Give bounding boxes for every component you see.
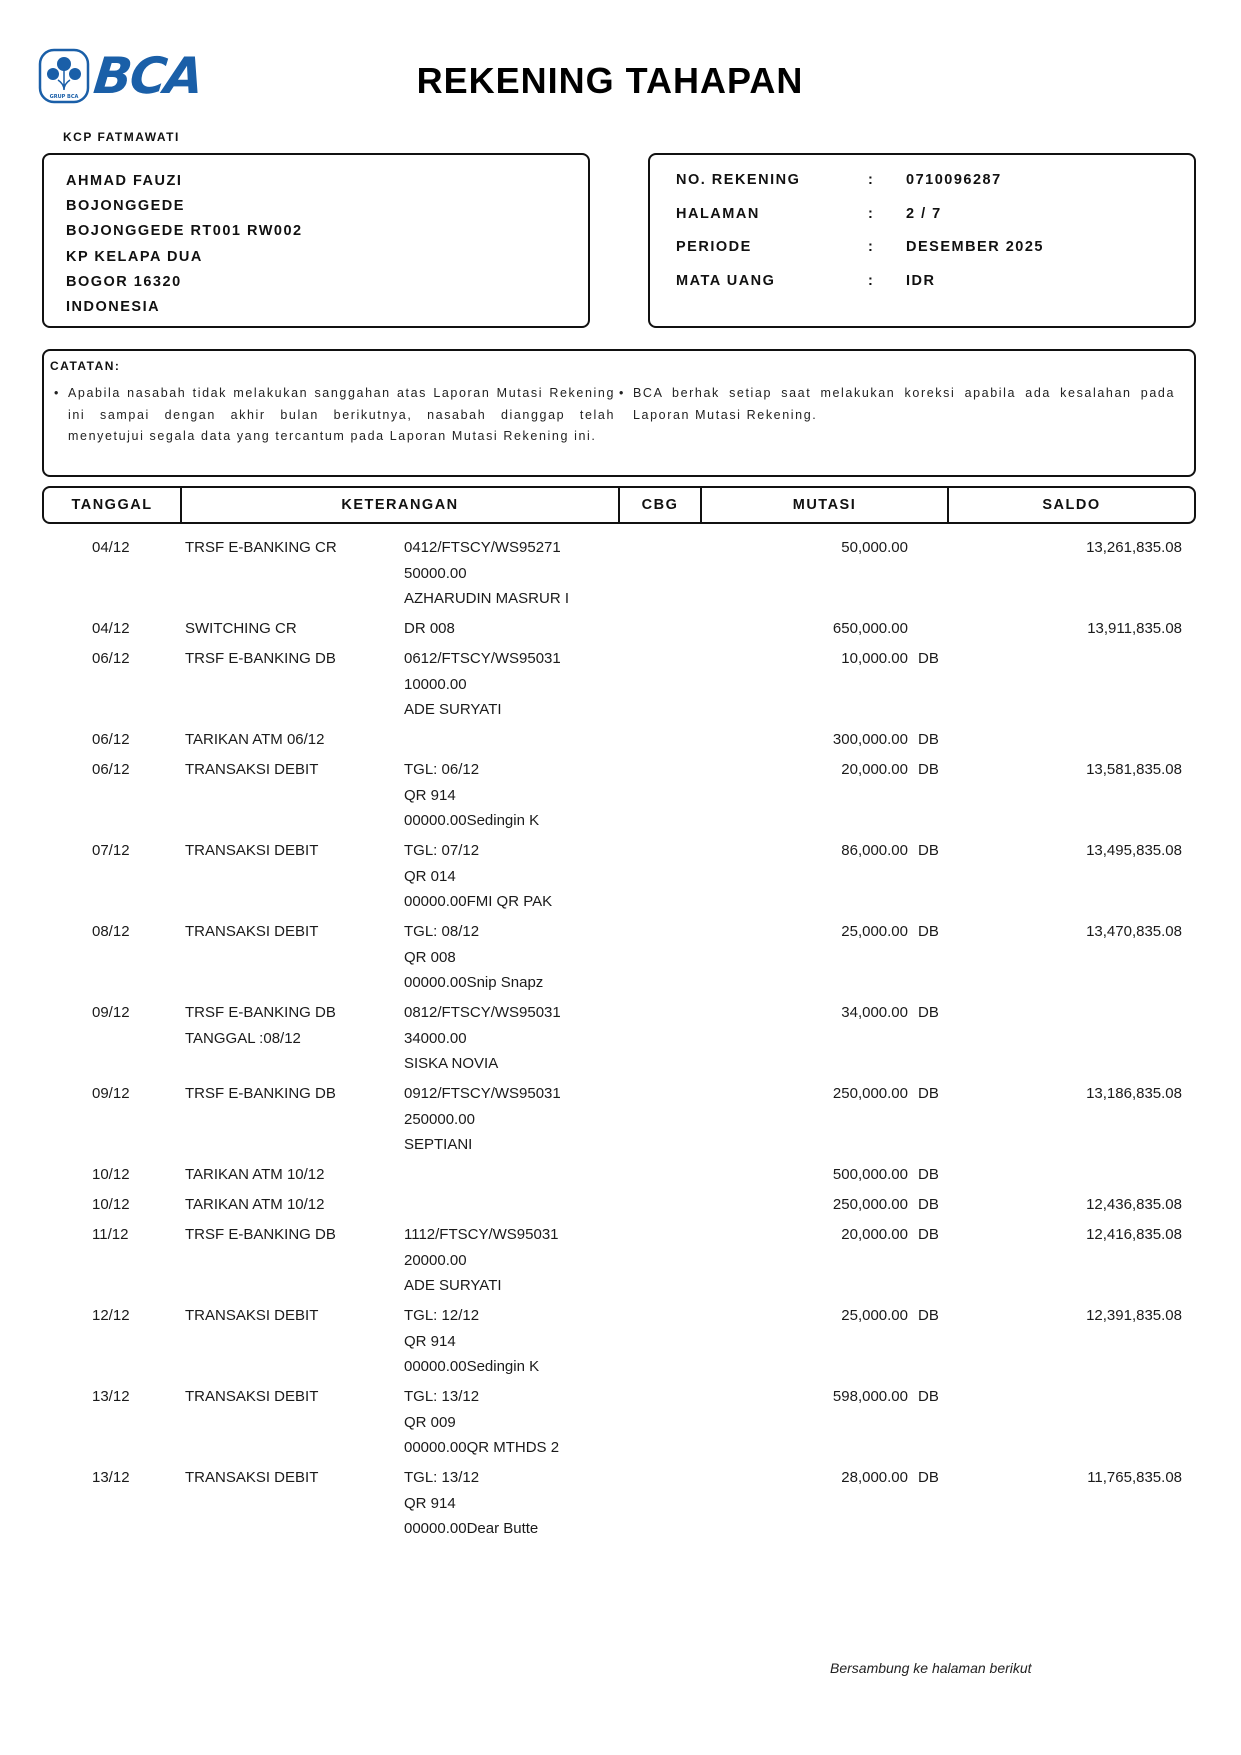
transaction-description xyxy=(185,757,395,783)
table-header xyxy=(42,486,1196,524)
reference-line: 0612/FTSCY/WS95031 xyxy=(404,650,561,667)
field-colon: : xyxy=(868,205,875,222)
transaction-date: 12/12 xyxy=(92,1307,130,1324)
debit-indicator: DB xyxy=(918,923,939,940)
reference-line: QR 009 xyxy=(404,1413,456,1431)
mutation-amount: 50,000.00 xyxy=(841,539,908,556)
table-row xyxy=(0,1465,1241,1546)
bca-logo xyxy=(38,48,208,104)
transaction-reference xyxy=(404,919,644,996)
table-row xyxy=(0,1303,1241,1384)
table-row xyxy=(0,1192,1241,1222)
customer-name: AHMAD FAUZI xyxy=(66,173,183,189)
transaction-reference xyxy=(404,616,644,642)
reference-line: 00000.00Snip Snapz xyxy=(404,974,544,991)
table-row xyxy=(0,1162,1241,1192)
currency-value: IDR xyxy=(906,272,936,289)
note-item xyxy=(50,383,615,448)
reference-line: ADE SURYATI xyxy=(404,1277,502,1294)
reference-line: TGL: 08/12 xyxy=(404,923,480,940)
reference-line: 00000.00QR MTHDS 2 xyxy=(404,1439,560,1456)
transaction-description xyxy=(185,1465,395,1491)
mutation-amount: 500,000.00 xyxy=(832,1166,908,1183)
field-colon: : xyxy=(868,239,875,255)
page-row xyxy=(676,201,1194,235)
description-line: TRSF E-BANKING CR xyxy=(185,539,337,556)
debit-indicator: DB xyxy=(918,1469,939,1486)
balance-amount: 12,436,835.08 xyxy=(1086,1196,1182,1213)
balance-amount: 13,470,835.08 xyxy=(1086,923,1182,940)
table-row xyxy=(0,1081,1241,1162)
reference-line: 00000.00Sedingin K xyxy=(404,812,540,829)
table-row xyxy=(0,727,1241,757)
transaction-reference xyxy=(404,1465,644,1542)
address-country: INDONESIA xyxy=(66,298,161,315)
period-row xyxy=(676,234,1194,268)
description-line: TRANSAKSI DEBIT xyxy=(185,761,319,778)
reference-line: QR 914 xyxy=(404,1494,456,1512)
transaction-description xyxy=(185,1384,395,1410)
transaction-date: 09/12 xyxy=(92,1004,130,1021)
balance-amount: 12,391,835.08 xyxy=(1086,1307,1182,1324)
debit-indicator: DB xyxy=(918,1004,939,1021)
table-row xyxy=(0,1222,1241,1303)
debit-indicator: DB xyxy=(918,1307,939,1324)
mutation-amount: 25,000.00 xyxy=(841,1307,908,1324)
bullet-icon: • xyxy=(619,386,625,400)
description-line: TRANSAKSI DEBIT xyxy=(185,923,319,940)
note-item xyxy=(615,383,1175,448)
field-label: PERIODE xyxy=(676,239,752,255)
transaction-date: 08/12 xyxy=(92,923,130,940)
reference-line: 00000.00Dear Butte xyxy=(404,1520,539,1537)
transaction-description xyxy=(185,727,395,753)
transaction-date: 10/12 xyxy=(92,1196,130,1213)
description-line: TRSF E-BANKING DB xyxy=(185,1004,336,1021)
description-line: SWITCHING CR xyxy=(185,620,297,637)
description-line: TRANSAKSI DEBIT xyxy=(185,1388,319,1405)
continued-note: Bersambung ke halaman berikut xyxy=(830,1660,1032,1676)
reference-line: TGL: 06/12 xyxy=(404,761,480,778)
transaction-description xyxy=(185,1000,395,1051)
period-value: DESEMBER 2025 xyxy=(906,239,1044,255)
mutation-amount: 34,000.00 xyxy=(841,1004,908,1021)
transaction-reference xyxy=(404,838,644,915)
table-row xyxy=(0,757,1241,838)
transaction-description xyxy=(185,1081,395,1107)
table-row xyxy=(0,919,1241,1000)
balance-amount: 12,416,835.08 xyxy=(1086,1226,1182,1243)
reference-line: 10000.00 xyxy=(404,675,467,693)
mutation-amount: 300,000.00 xyxy=(832,731,908,748)
document-title: REKENING TAHAPAN xyxy=(416,60,804,101)
table-row xyxy=(0,646,1241,727)
transaction-date: 07/12 xyxy=(92,842,130,859)
balance-amount: 13,261,835.08 xyxy=(1086,539,1182,556)
transaction-reference xyxy=(404,646,644,723)
balance-amount: 13,581,835.08 xyxy=(1086,761,1182,778)
reference-line: 50000.00 xyxy=(404,564,467,582)
table-row xyxy=(0,616,1241,646)
transaction-reference xyxy=(404,1303,644,1380)
column-header-branch: CBG xyxy=(620,488,702,522)
transaction-description xyxy=(185,646,395,672)
reference-line: QR 014 xyxy=(404,867,456,885)
table-row xyxy=(0,838,1241,919)
column-header-description: KETERANGAN xyxy=(182,488,620,522)
transaction-date: 11/12 xyxy=(92,1226,129,1243)
balance-amount: 11,765,835.08 xyxy=(1087,1469,1182,1486)
transaction-date: 06/12 xyxy=(92,731,130,748)
reference-line: QR 914 xyxy=(404,1332,456,1350)
mutation-amount: 650,000.00 xyxy=(832,620,908,637)
description-line: TRSF E-BANKING DB xyxy=(185,650,336,667)
transaction-description xyxy=(185,1222,395,1248)
mutation-amount: 250,000.00 xyxy=(832,1085,908,1102)
field-label: HALAMAN xyxy=(676,205,760,222)
column-header-mutation: MUTASI xyxy=(702,488,949,522)
balance-amount: 13,911,835.08 xyxy=(1087,620,1182,637)
notes-title: CATATAN: xyxy=(50,359,121,373)
bullet-icon: • xyxy=(54,386,60,400)
transaction-description xyxy=(185,919,395,945)
transaction-reference xyxy=(404,757,644,834)
page-number: 2 / 7 xyxy=(906,205,942,222)
description-line: TRSF E-BANKING DB xyxy=(185,1226,336,1243)
transaction-description xyxy=(185,535,395,561)
table-row xyxy=(0,1000,1241,1081)
transaction-description xyxy=(185,1162,395,1188)
branch-name: KCP FATMAWATI xyxy=(63,130,180,144)
reference-line: QR 008 xyxy=(404,948,456,966)
description-line: TRANSAKSI DEBIT xyxy=(185,1469,319,1486)
reference-line: ADE SURYATI xyxy=(404,701,502,718)
mutation-amount: 20,000.00 xyxy=(841,761,908,778)
transaction-date: 10/12 xyxy=(92,1166,130,1183)
reference-line: SEPTIANI xyxy=(404,1136,473,1153)
description-line: TARIKAN ATM 10/12 xyxy=(185,1166,325,1183)
reference-line: DR 008 xyxy=(404,620,455,637)
reference-line: TGL: 12/12 xyxy=(404,1307,480,1324)
description-line: TRANSAKSI DEBIT xyxy=(185,1307,319,1324)
field-label: NO. REKENING xyxy=(676,172,801,188)
customer-address-box xyxy=(42,153,590,328)
debit-indicator: DB xyxy=(918,842,939,859)
reference-line: 20000.00 xyxy=(404,1251,467,1269)
description-line: TARIKAN ATM 06/12 xyxy=(185,731,325,748)
mutation-amount: 28,000.00 xyxy=(841,1469,908,1486)
table-row xyxy=(0,535,1241,616)
reference-line: 0412/FTSCY/WS95271 xyxy=(404,539,561,556)
debit-indicator: DB xyxy=(918,1226,939,1243)
debit-indicator: DB xyxy=(918,731,939,748)
transaction-date: 13/12 xyxy=(92,1388,130,1405)
debit-indicator: DB xyxy=(918,1388,939,1405)
column-header-date: TANGGAL xyxy=(44,488,182,522)
mutation-amount: 20,000.00 xyxy=(841,1226,908,1243)
mutation-amount: 25,000.00 xyxy=(841,923,908,940)
transaction-reference xyxy=(404,1384,644,1461)
reference-line: TGL: 13/12 xyxy=(404,1388,480,1405)
transaction-description xyxy=(185,616,395,642)
debit-indicator: DB xyxy=(918,650,939,667)
address-line: BOJONGGEDE xyxy=(66,198,185,215)
field-colon: : xyxy=(868,172,875,188)
reference-line: QR 914 xyxy=(404,786,456,804)
transaction-reference xyxy=(404,1000,644,1077)
reference-line: AZHARUDIN MASRUR I xyxy=(404,590,570,607)
reference-line: 00000.00Sedingin K xyxy=(404,1358,540,1375)
reference-line: TGL: 13/12 xyxy=(404,1469,480,1486)
mutation-amount: 86,000.00 xyxy=(841,842,908,859)
reference-line: 0912/FTSCY/WS95031 xyxy=(404,1085,561,1102)
account-number: 0710096287 xyxy=(906,172,1002,188)
field-label: MATA UANG xyxy=(676,272,776,289)
description-line: TRANSAKSI DEBIT xyxy=(185,842,319,859)
description-line: TANGGAL :08/12 xyxy=(185,1029,301,1047)
reference-line: 0812/FTSCY/WS95031 xyxy=(404,1004,561,1021)
transaction-reference xyxy=(404,535,644,612)
bca-wordmark: BCA xyxy=(90,47,205,105)
column-header-balance: SALDO xyxy=(1042,497,1101,513)
transaction-date: 06/12 xyxy=(92,650,130,667)
bca-emblem-icon xyxy=(38,48,90,104)
reference-line: 34000.00 xyxy=(404,1029,467,1047)
reference-line: 250000.00 xyxy=(404,1110,475,1128)
reference-line: TGL: 07/12 xyxy=(404,842,480,859)
debit-indicator: DB xyxy=(918,1196,939,1213)
table-row xyxy=(0,1384,1241,1465)
description-line: TRSF E-BANKING DB xyxy=(185,1085,336,1102)
transaction-description xyxy=(185,1303,395,1329)
transaction-date: 04/12 xyxy=(92,539,130,556)
address-line: KP KELAPA DUA xyxy=(66,248,203,265)
reference-line: SISKA NOVIA xyxy=(404,1055,499,1072)
address-line: BOJONGGEDE RT001 RW002 xyxy=(66,223,303,240)
mutation-amount: 10,000.00 xyxy=(841,650,908,667)
note-text: BCA berhak setiap saat melakukan koreksi apabila ada kesalahan pada Laporan Mutasi Rekening. xyxy=(633,386,1175,422)
transaction-reference xyxy=(404,1081,644,1158)
transaction-reference xyxy=(404,1222,644,1299)
transaction-date: 09/12 xyxy=(92,1085,130,1102)
account-number-row xyxy=(676,167,1194,201)
debit-indicator: DB xyxy=(918,1166,939,1183)
field-colon: : xyxy=(868,272,875,289)
balance-amount: 13,495,835.08 xyxy=(1086,842,1182,859)
svg-text:GRUP BCA: GRUP BCA xyxy=(49,94,79,100)
address-line: BOGOR 16320 xyxy=(66,273,182,290)
transaction-date: 13/12 xyxy=(92,1469,130,1486)
note-text: Apabila nasabah tidak melakukan sanggahan atas Laporan Mutasi Rekening ini sampai dengan akhir bulan berikutnya, nasabah dianggap telah menyetujui segala data yang tercantum pada Laporan Mutasi Rekening ini. xyxy=(68,386,615,443)
transaction-date: 06/12 xyxy=(92,761,130,778)
currency-row xyxy=(676,268,1194,302)
balance-amount: 13,186,835.08 xyxy=(1086,1085,1182,1102)
description-line: TARIKAN ATM 10/12 xyxy=(185,1196,325,1213)
transaction-date: 04/12 xyxy=(92,620,130,637)
account-info-box xyxy=(648,153,1196,328)
reference-line: 1112/FTSCY/WS95031 xyxy=(404,1226,559,1243)
transaction-description xyxy=(185,1192,395,1218)
transaction-table-body xyxy=(0,535,1241,1546)
mutation-amount: 598,000.00 xyxy=(832,1388,908,1405)
debit-indicator: DB xyxy=(918,1085,939,1102)
mutation-amount: 250,000.00 xyxy=(832,1196,908,1213)
notes-box xyxy=(42,349,1196,477)
debit-indicator: DB xyxy=(918,761,939,778)
transaction-description xyxy=(185,838,395,864)
reference-line: 00000.00FMI QR PAK xyxy=(404,893,553,910)
